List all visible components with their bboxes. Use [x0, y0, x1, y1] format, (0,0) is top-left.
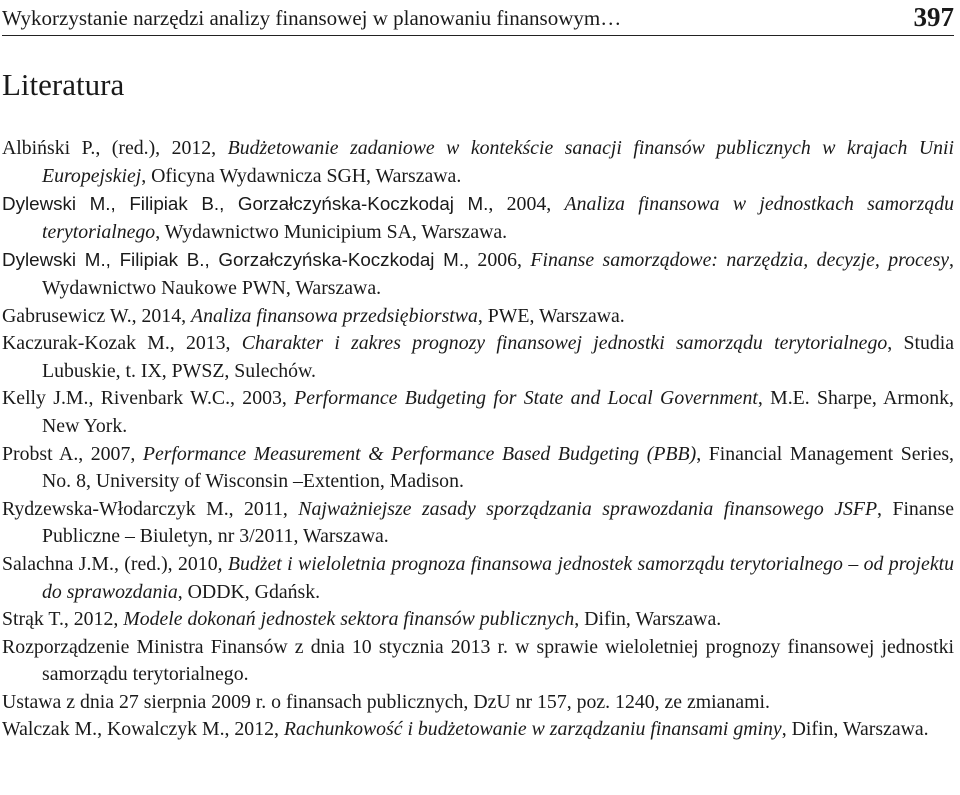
reference-author: Albiński P., (red.), 2012, — [2, 137, 228, 159]
reference-publisher: , Wydawnictwo Municipium SA, Warszawa. — [155, 220, 508, 243]
reference-item — [2, 689, 954, 717]
reference-publisher: , Studia Lubuskie, t. IX, PWSZ, Sulechów. — [42, 332, 955, 382]
reference-publisher: , Financial Management Series, No. 8, University of Wisconsin –Extention, Madison. — [42, 442, 954, 493]
reference-publisher: , Difin, Warszawa. — [781, 718, 929, 741]
reference-item — [2, 716, 954, 744]
reference-publisher: , Oficyna Wydawnicza SGH, Warszawa. — [141, 164, 462, 187]
reference-title: Najważniejsze zasady sporządzania sprawozdania finansowego JSFP — [298, 497, 878, 520]
reference-author: Rydzewska-Włodarczyk M., 2011, — [2, 497, 299, 520]
reference-item — [2, 246, 954, 302]
reference-author: Dylewski M., Filipiak B., Gorzałczyńska-Koczkodaj M. — [2, 249, 465, 271]
reference-publisher: , Wydawnictwo Naukowe PWN, Warszawa. — [42, 249, 954, 299]
reference-item — [2, 441, 954, 496]
reference-list — [2, 135, 954, 744]
reference-publisher: , M.E. Sharpe, Armonk, New York. — [42, 387, 954, 437]
reference-publisher: , ODDK, Gdańsk. — [177, 580, 321, 603]
reference-item — [2, 190, 954, 246]
reference-publisher: , PWE, Warszawa. — [477, 304, 625, 327]
running-title: Wykorzystanie narzędzi analizy finansowej w planowaniu finansowym… — [2, 6, 622, 30]
reference-author: Rozporządzenie Ministra Finansów z dnia 10 stycznia 2013 r. w sprawie wieloletniej prognozy finansowej jednostki samorządu terytorialnego. — [2, 635, 954, 686]
reference-year: , 2006, — [464, 249, 531, 272]
reference-title: Analiza finansowa przedsiębiorstwa — [190, 304, 478, 327]
reference-title: Rachunkowość i budżetowanie w zarządzaniu finansami gminy — [283, 718, 782, 741]
reference-item — [2, 496, 954, 551]
reference-author: Dylewski M., Filipiak B., Gorzałczyńska-Koczkodaj M. — [2, 193, 489, 215]
reference-author: Strąk T., 2012, — [2, 608, 124, 631]
reference-publisher: , Difin, Warszawa. — [574, 608, 722, 631]
reference-author: Salachna J.M., (red.), 2010, — [2, 552, 228, 575]
reference-year: , 2004, — [488, 193, 565, 216]
reference-title: Budżetowanie zadaniowe w kontekście sanacji finansów publicznych w krajach Unii Europejskiej — [42, 137, 954, 187]
reference-item — [2, 303, 954, 331]
running-header — [2, 0, 954, 36]
reference-author: Kelly J.M., Rivenbark W.C., 2003, — [2, 387, 295, 410]
reference-item — [2, 606, 954, 634]
reference-item — [2, 385, 954, 440]
reference-author: Ustawa z dnia 27 sierpnia 2009 r. o finansach publicznych, DzU nr 157, poz. 1240, ze zmianami. — [2, 690, 770, 713]
page-number: 397 — [913, 2, 954, 32]
reference-publisher: , Finanse Publiczne – Biuletyn, nr 3/2011, Warszawa. — [42, 497, 954, 548]
section-title: Literatura — [2, 67, 125, 102]
reference-title: Charakter i zakres prognozy finansowej jednostki samorządu terytorialnego — [241, 332, 888, 355]
reference-title: Modele dokonań jednostek sektora finansów publicznych — [123, 608, 575, 631]
reference-title: Budżet i wieloletnia prognoza finansowa jednostek samorządu terytorialnego – od projektu do sprawozdania — [42, 552, 954, 603]
reference-item — [2, 330, 954, 385]
reference-author: Gabrusewicz W., 2014, — [2, 304, 191, 327]
reference-author: Probst A., 2007, — [2, 442, 143, 465]
reference-author: Kaczurak-Kozak M., 2013, — [2, 332, 242, 355]
reference-title: Finanse samorządowe: narzędzia, decyzje, procesy — [530, 249, 950, 272]
reference-item — [2, 135, 954, 190]
reference-item — [2, 551, 954, 606]
reference-title: Analiza finansowa w jednostkach samorządu terytorialnego — [42, 193, 954, 243]
reference-item — [2, 634, 954, 689]
reference-title: Performance Measurement & Performance Based Budgeting (PBB) — [142, 442, 697, 465]
reference-author: Walczak M., Kowalczyk M., 2012, — [2, 718, 284, 741]
reference-title: Performance Budgeting for State and Local Government — [294, 387, 758, 410]
